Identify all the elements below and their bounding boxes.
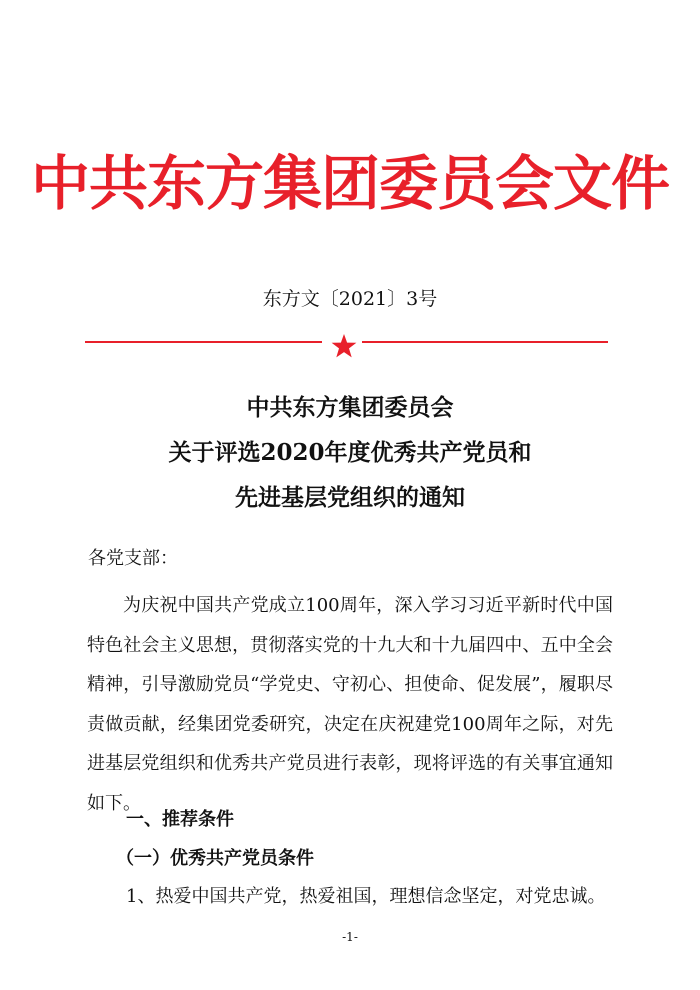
subsection-heading: （一）优秀共产党员条件 [116,848,314,869]
document-number: 东方文〔2021〕3号 [262,288,438,310]
salutation: 各党支部： [88,548,178,569]
page-number: -1- [342,930,358,944]
notice-title [0,385,700,520]
body-paragraph: 为庆祝中国共产党成立100周年，深入学习习近平新时代中国特色社会主义思想，贯彻落实党的十九大和十九届四中、五中全会精神，引导激励党员“学党史、守初心、担使命、促发展”，履职尽责做贡献，经集团党委研究，决定在庆祝建党100周年之际，对先进基层党组织和优秀共产党员进行表彰，现将评选的有关事宜通知如下。 [87,595,613,814]
section-heading: 一、推荐条件 [126,809,234,830]
notice-title-line-2: 关于评选2020年度优秀共产党员和 [168,439,532,466]
red-header-title: 中共东方集团委员会文件 [30,149,669,218]
red-divider-right [362,341,608,343]
star-icon [331,334,357,358]
notice-title-line-1: 中共东方集团委员会 [246,394,454,421]
red-divider-left [85,341,322,343]
criterion-item: 1、热爱中国共产党，热爱祖国，理想信念坚定，对党忠诚。 [126,886,606,907]
notice-title-line-3: 先进基层党组织的通知 [235,484,465,511]
